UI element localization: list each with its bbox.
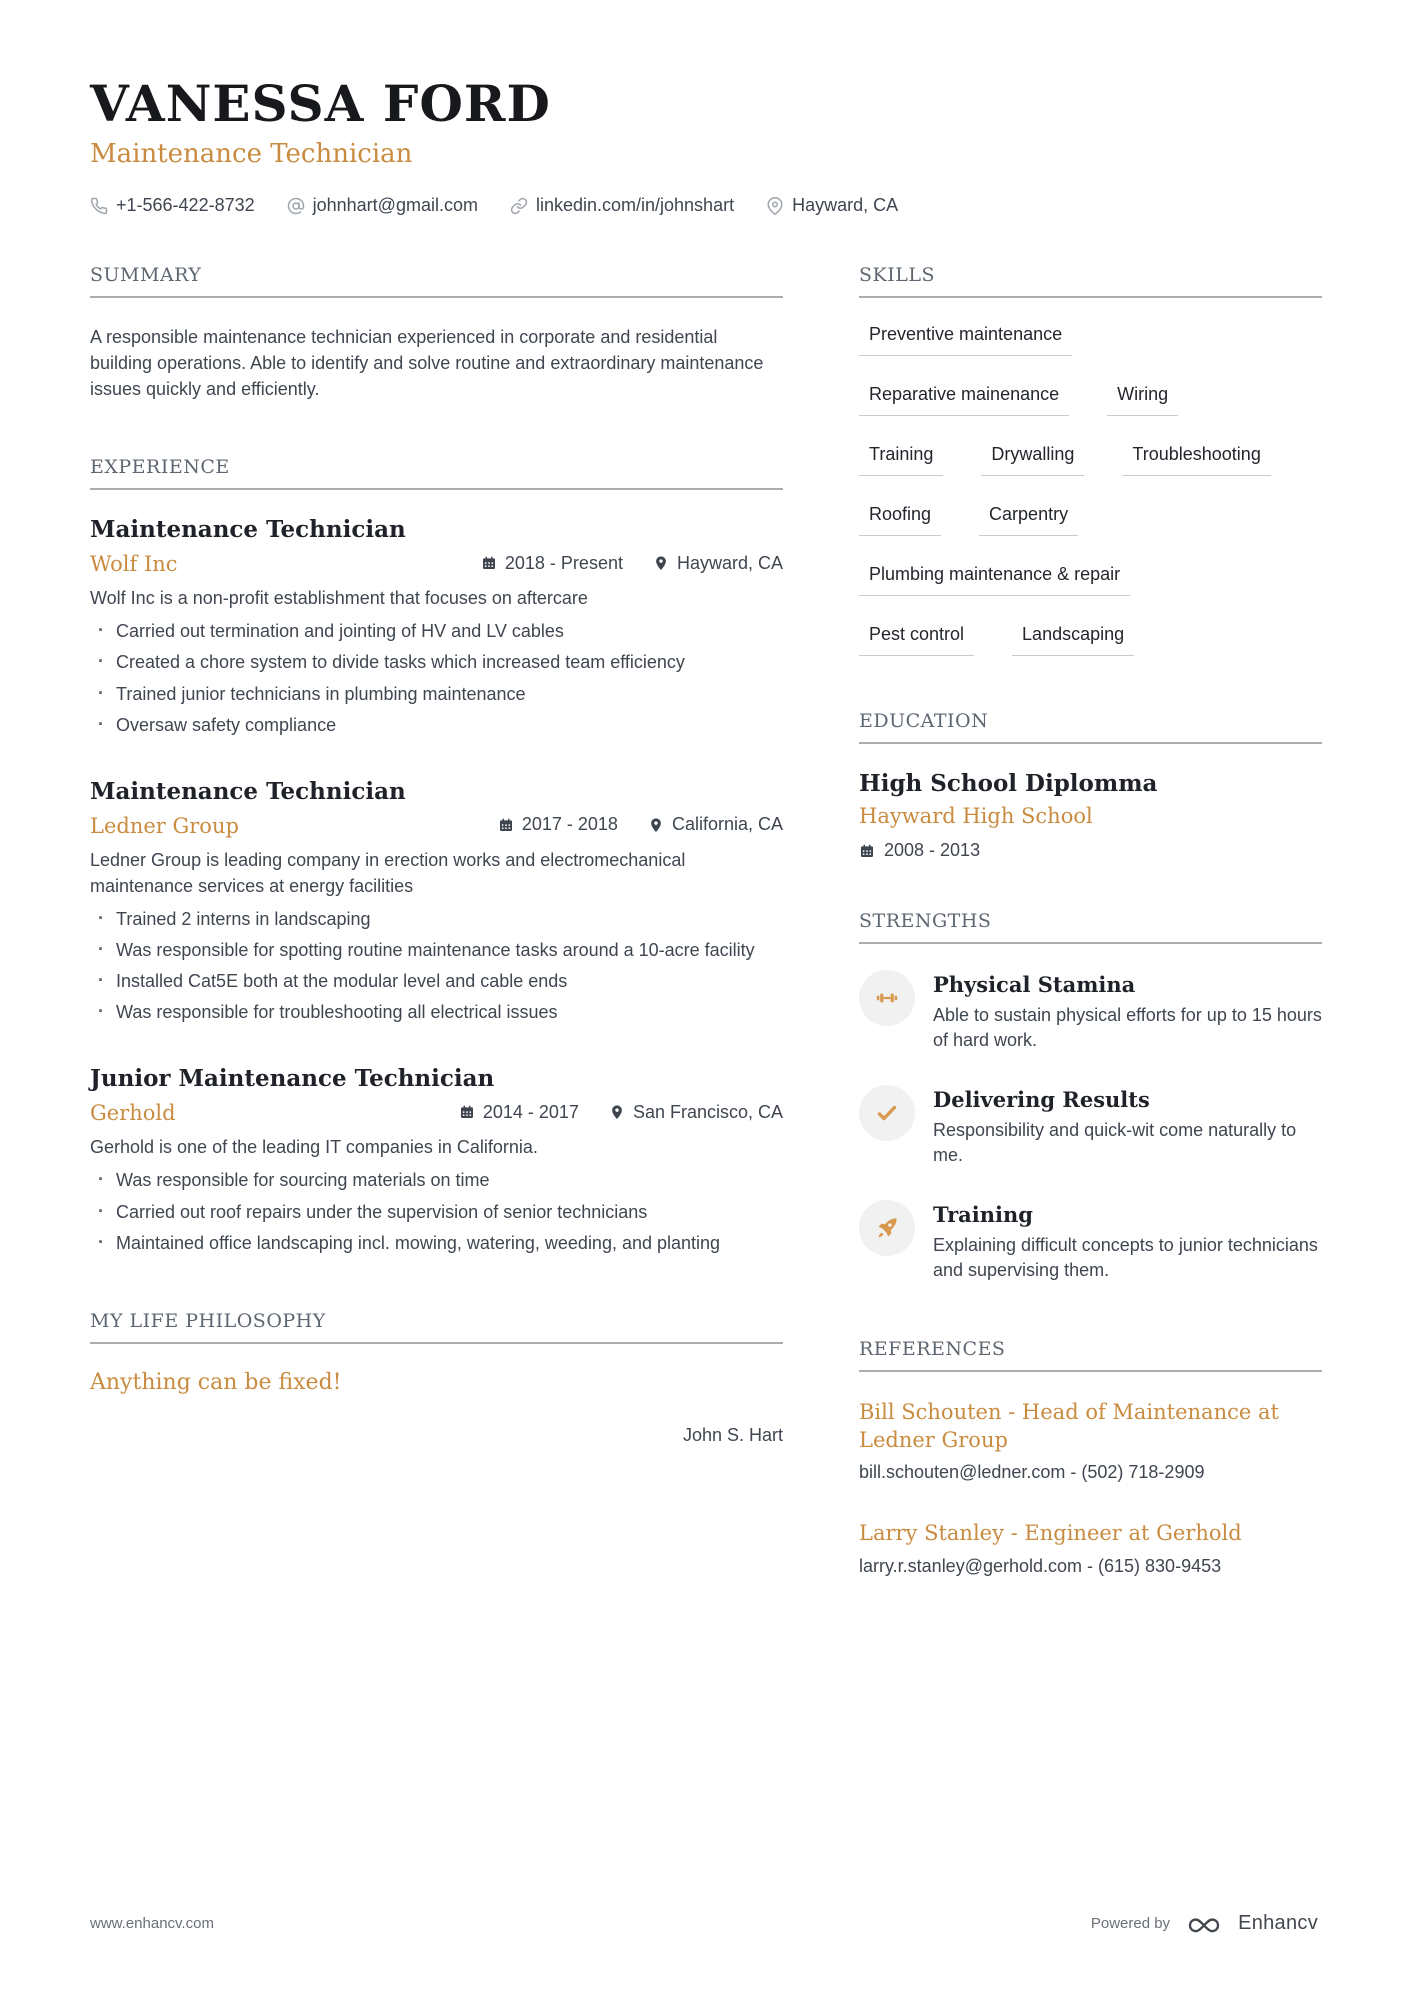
check-icon [859,1085,915,1141]
left-column [90,264,783,1631]
skill-tag: Plumbing maintenance & repair [859,564,1130,596]
philosophy-heading: MY LIFE PHILOSOPHY [90,1310,783,1344]
philosophy-author: John S. Hart [682,1424,783,1445]
education-degree: High School Diplomma [859,770,1158,797]
education-dates: 2008 - 2013 [884,840,981,860]
strengths-heading: STRENGTHS [859,910,1322,944]
education-dates-row [859,840,980,861]
summary-heading: SUMMARY [90,264,783,298]
philosophy-section [90,1310,783,1446]
reference-item [859,1398,1322,1484]
job-bullets [90,1167,783,1255]
skill-tag: Carpentry [979,504,1078,536]
enhancv-site-link[interactable]: www.enhancv.com [90,1915,214,1932]
powered-by-label: Powered by [1090,1915,1171,1932]
job-title: Junior Maintenance Technician [90,1065,495,1093]
job-meta-row [90,814,783,838]
skill-tag: Preventive maintenance [859,324,1072,356]
jobs-list [90,516,783,1255]
philosophy-quote: Anything can be fixed! [90,1369,342,1395]
job-bullet: · Was responsible for troubleshooting all electrical issues [90,999,783,1025]
contact-item[interactable] [90,195,255,216]
job-entry [90,1065,783,1255]
link-icon [510,197,528,215]
job-entry [90,778,783,1026]
job-bullet: · Trained 2 interns in landscaping [90,906,783,932]
strength-content [933,1085,1322,1168]
resume-header [90,76,1322,216]
skill-tag: Drywalling [981,444,1084,476]
person-job-title: Maintenance Technician [90,139,413,169]
job-meta [498,814,783,835]
strength-text: Able to sustain physical efforts for up to 15 hours of hard work. [933,1004,1322,1050]
strength-title: Training [933,1202,1033,1228]
job-title: Maintenance Technician [90,516,406,544]
job-meta-row [90,1101,783,1125]
skills-list [859,324,1322,656]
calendar-icon [859,843,875,859]
location-icon [766,197,784,215]
experience-section [90,456,783,1255]
enhancv-brand-name: Enhancv [1238,1912,1318,1934]
job-bullet: · Carried out termination and jointing of HV and LV cables [90,618,783,644]
skills-row [859,624,1322,656]
calendar-icon [459,1104,475,1120]
job-bullet: · Created a chore system to divide tasks which increased team efficiency [90,649,783,675]
contact-item[interactable] [766,195,898,216]
job-location: California, CA [671,814,783,835]
job-title: Maintenance Technician [90,777,406,805]
education-school: Hayward High School [859,804,1093,828]
phone-icon [90,197,108,215]
education-section [859,710,1322,864]
contact-item[interactable] [287,195,478,216]
skill-tag: Pest control [859,624,974,656]
email-icon [287,197,305,215]
job-dates: 2014 - 2017 [482,1101,579,1122]
page-footer [90,1910,1318,1937]
job-dates: 2017 - 2018 [521,814,618,835]
job-bullets [90,906,783,1025]
skills-row [859,504,1322,536]
strength-item [859,1085,1322,1168]
strength-content [933,1200,1322,1283]
contact-row [90,195,1322,216]
right-column [859,264,1322,1631]
job-dates: 2018 - Present [504,552,623,573]
job-meta-row [90,552,783,576]
calendar-icon [481,555,497,571]
contact-item[interactable] [510,195,734,216]
references-section [859,1338,1322,1577]
job-company: Gerhold [90,1101,176,1126]
job-location: Hayward, CA [676,552,783,573]
experience-heading: EXPERIENCE [90,456,783,490]
reference-name: Bill Schouten - Head of Maintenance at Ledner Group [859,1399,1279,1452]
job-bullet: · Trained junior technicians in plumbing maintenance [90,681,783,707]
skill-tag: Landscaping [1012,624,1134,656]
summary-text: A responsible maintenance technician experienced in corporate and residential building operations. Able to identify and solve routine and extraordinary maintenance issues quickly and efficiently. [90,327,764,400]
job-company: Wolf Inc [90,552,178,577]
job-bullet: · Was responsible for sourcing materials on time [90,1167,783,1193]
content-columns [90,264,1322,1631]
skill-tag: Reparative mainenance [859,384,1069,416]
job-bullet: · Installed Cat5E both at the modular level and cable ends [90,968,783,994]
references-heading: REFERENCES [859,1338,1322,1372]
job-bullet: · Maintained office landscaping incl. mowing, watering, weeding, and planting [90,1230,783,1256]
skills-row [859,564,1322,596]
job-entry [90,516,783,737]
job-location: San Francisco, CA [632,1101,783,1122]
job-company: Ledner Group [90,813,239,838]
contact-text: johnhart@gmail.com [312,195,478,215]
strengths-section [859,910,1322,1284]
strength-text: Explaining difficult concepts to junior technicians and supervising them. [933,1235,1318,1281]
job-meta [481,553,783,574]
skills-row [859,384,1322,416]
strength-content [933,970,1322,1053]
location-pin-icon [653,555,669,571]
education-heading: EDUCATION [859,710,1322,744]
strength-item [859,970,1322,1053]
strength-item [859,1200,1322,1283]
skill-tag: Troubleshooting [1122,444,1270,476]
skills-row [859,444,1322,476]
strength-text: Responsibility and quick-wit come naturally to me. [933,1119,1297,1166]
job-bullet: · Oversaw safety compliance [90,712,783,738]
rocket-icon [859,1200,915,1256]
reference-name: Larry Stanley - Engineer at Gerhold [859,1521,1242,1546]
job-description: Ledner Group is leading company in erection works and electromechanical maintenance services at energy facilities [90,849,686,896]
job-description: Wolf Inc is a non-profit establishment that focuses on aftercare [90,588,588,609]
job-bullet: · Was responsible for spotting routine maintenance tasks around a 10-acre facility [90,937,783,963]
dumbbell-icon [859,970,915,1026]
contact-text: +1-566-422-8732 [116,195,255,215]
location-pin-icon [609,1104,625,1120]
skill-tag: Roofing [859,504,941,536]
strength-title: Physical Stamina [933,971,1136,997]
job-meta [459,1102,783,1123]
contact-text: linkedin.com/in/johnshart [535,195,735,215]
summary-section [90,264,783,402]
strengths-list [859,970,1322,1284]
reference-item [859,1519,1322,1576]
enhancv-logo-icon [1184,1910,1224,1937]
skills-heading: SKILLS [859,264,1322,298]
skills-section [859,264,1322,656]
job-bullet: · Carried out roof repairs under the supervision of senior technicians [90,1199,783,1225]
skill-tag: Wiring [1107,384,1178,416]
reference-contact[interactable]: bill.schouten@ledner.com - (502) 718-2909 [859,1462,1205,1483]
person-name: VANESSA FORD [90,74,551,133]
contact-text: Hayward, CA [792,195,899,215]
skill-tag: Training [859,444,943,476]
references-list [859,1398,1322,1577]
job-bullets [90,618,783,737]
job-description: Gerhold is one of the leading IT companies in California. [90,1137,538,1158]
reference-contact[interactable]: larry.r.stanley@gerhold.com - (615) 830-9453 [859,1555,1222,1576]
skills-row [859,324,1322,356]
strength-title: Delivering Results [933,1086,1150,1112]
location-pin-icon [648,817,664,833]
powered-by-block[interactable] [1091,1910,1318,1937]
calendar-icon [498,817,514,833]
